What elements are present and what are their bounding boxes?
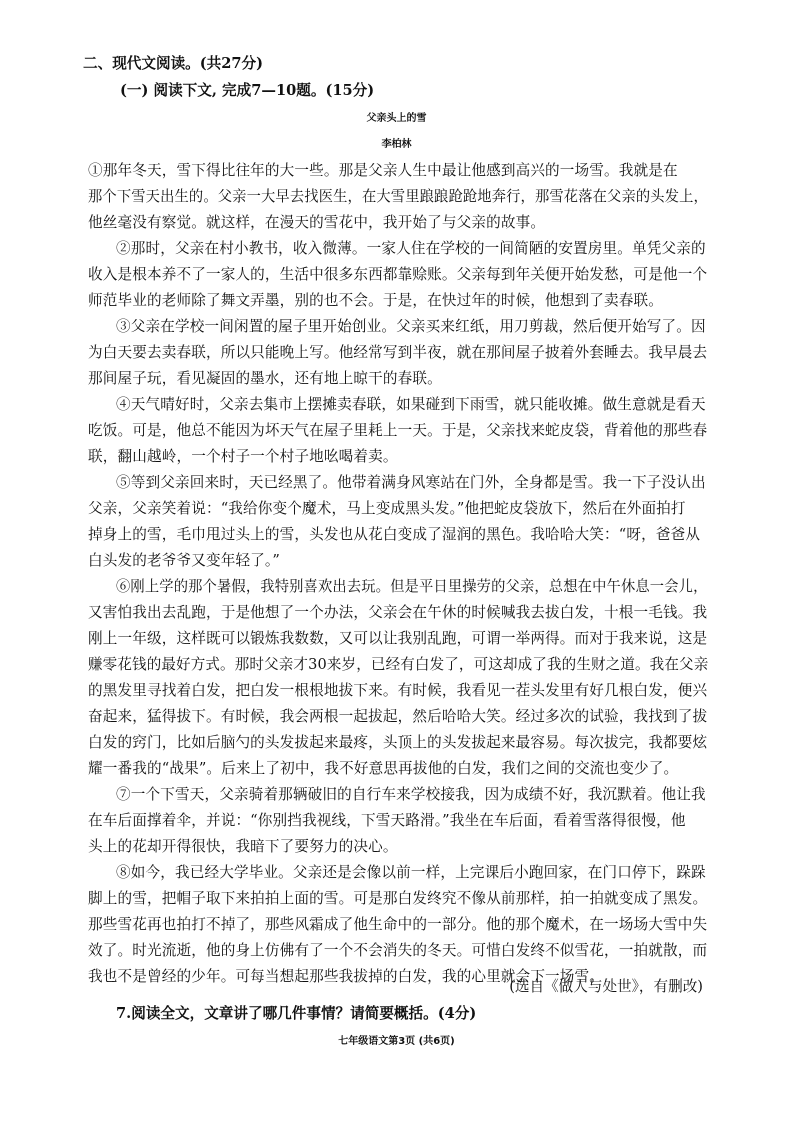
article-line: 的黑发里寻找着白发，把白发一根根地拔下来。有时候，我看见一茬头发里有好几根白发，便兴 [88, 682, 708, 699]
article-line: 赚零花钱的最好方式。那时父亲才30来岁，已经有白发了，可这却成了我的生财之道。我在父亲 [88, 656, 709, 673]
article-line: 耀一番我的“战果”。后来上了初中，我不好意思再拔他的白发，我们之间的交流也变少了。 [88, 760, 679, 777]
article-title: 父亲头上的雪 [366, 113, 427, 124]
article-line: 白发的窍门，比如后脑勺的头发拔起来最疼，头顶上的头发拔起来最容易。每次拔完，我都要炫 [88, 734, 708, 751]
question-7: 7.阅读全文，文章讲了哪几件事情？请简要概括。(4分) [116, 1005, 477, 1022]
article-line: 效了。时光流逝，他的身上仿佛有了一个不会消失的冬天。可惜白发终不似雪花，一拍就散，而 [88, 942, 708, 959]
article-source: (选自《做人与处世》，有删改) [509, 978, 703, 995]
article-line: 父亲，父亲笑着说：“我给你变个魔术，马上变成黑头发。”他把蛇皮袋放下，然后在外面拍打 [88, 500, 686, 517]
article-line: 在车后面撑着伞，并说：“你别挡我视线，下雪天路滑。”我坐在车后面，看着雪落得很慢，他 [88, 812, 686, 829]
article-line: 头上的花却开得很快，我暗下了要努力的决心。 [88, 838, 398, 855]
article-line: 为白天要去卖春联，所以只能晚上写。他经常写到半夜，就在那间屋子披着外套睡去。我早晨去 [88, 344, 708, 361]
article-line: ⑤等到父亲回来时，天已经黑了。他带着满身风寒站在门外，全身都是雪。我一下子没认出 [116, 474, 706, 491]
reading-instructions: (一) 阅读下文, 完成7—10题。(15分) [120, 82, 375, 99]
article-line: 他丝毫没有察觉。就这样，在漫天的雪花中，我开始了与父亲的故事。 [88, 214, 546, 231]
article-line: ③父亲在学校一间闲置的屋子里开始创业。父亲买来红纸，用刀剪裁，然后便开始写了。因 [116, 318, 706, 335]
article-line: 白头发的老爷爷又变年轻了。” [88, 552, 280, 569]
article-line: 奋起来，猛得拔下。有时候，我会两根一起拔起，然后哈哈大笑。经过多次的试验，我找到了拔 [88, 708, 708, 725]
article-line: 那些雪花再也拍打不掉了，那些风霜成了他生命中的一部分。他的那个魔术，在一场场大雪中失 [88, 916, 708, 933]
article-line: 掉身上的雪，毛巾甩过头上的雪，头发也从花白变成了湿润的黑色。我哈哈大笑：“呀，爸爸从 [88, 526, 701, 543]
article-line: ①那年冬天，雪下得比往年的大一些。那是父亲人生中最让他感到高兴的一场雪。我就是在 [88, 162, 678, 179]
page-footer: 七年级语文第3页 (共6页) [338, 1036, 455, 1047]
article-line: 联，翻山越岭，一个村子一个村子地吆喝着卖。 [88, 448, 398, 465]
article-line: 那间屋子玩，看见凝固的墨水，还有地上晾干的春联。 [88, 370, 442, 387]
article-line: ④天气晴好时，父亲去集市上摆摊卖春联，如果碰到下雨雪，就只能收摊。做生意就是看天 [116, 396, 706, 413]
article-line: 师范毕业的老师除了舞文弄墨，别的也不会。于是，在快过年的时候，他想到了卖春联。 [88, 292, 664, 309]
article-line: ②那时，父亲在村小教书，收入微薄。一家人住在学校的一间简陋的安置房里。单凭父亲的 [116, 240, 706, 257]
section-heading: 二、现代文阅读。(共27分) [83, 55, 264, 72]
article-line: ⑧如今，我已经大学毕业。父亲还是会像以前一样，上完课后小跑回家，在门口停下，跺跺 [116, 864, 706, 881]
article-line: 我也不是曾经的少年。可每当想起那些我拔掉的白发，我的心里就会下一场雪。 [88, 968, 605, 985]
article-line: 收入是根本养不了一家人的，生活中很多东西都靠赊账。父亲每到年关便开始发愁，可是他一个 [88, 266, 708, 283]
article-author: 李柏林 [381, 139, 412, 150]
article-line: 刚上一年级，这样既可以锻炼我数数，又可以让我别乱跑，可谓一举两得。而对于我来说，这是 [88, 630, 708, 647]
article-line: 脚上的雪，把帽子取下来拍拍上面的雪。可是那白发终究不像从前那样，拍一拍就变成了黑发。 [88, 890, 708, 907]
article-line: ⑦一个下雪天，父亲骑着那辆破旧的自行车来学校接我，因为成绩不好，我沉默着。他让我 [116, 786, 706, 803]
article-line: 吃饭。可是，他总不能因为坏天气在屋子里耗上一天。于是，父亲找来蛇皮袋，背着他的那些春 [88, 422, 708, 439]
article-line: 又害怕我出去乱跑，于是他想了一个办法，父亲会在午休的时候喊我去拔白发，十根一毛钱。我 [88, 604, 708, 621]
article-line: 那个下雪天出生的。父亲一大早去找医生，在大雪里踉踉跄跄地奔行，那雪花落在父亲的头发上， [88, 188, 708, 205]
article-line: ⑥刚上学的那个暑假，我特别喜欢出去玩。但是平日里操劳的父亲，总想在中午休息一会儿， [116, 578, 708, 595]
